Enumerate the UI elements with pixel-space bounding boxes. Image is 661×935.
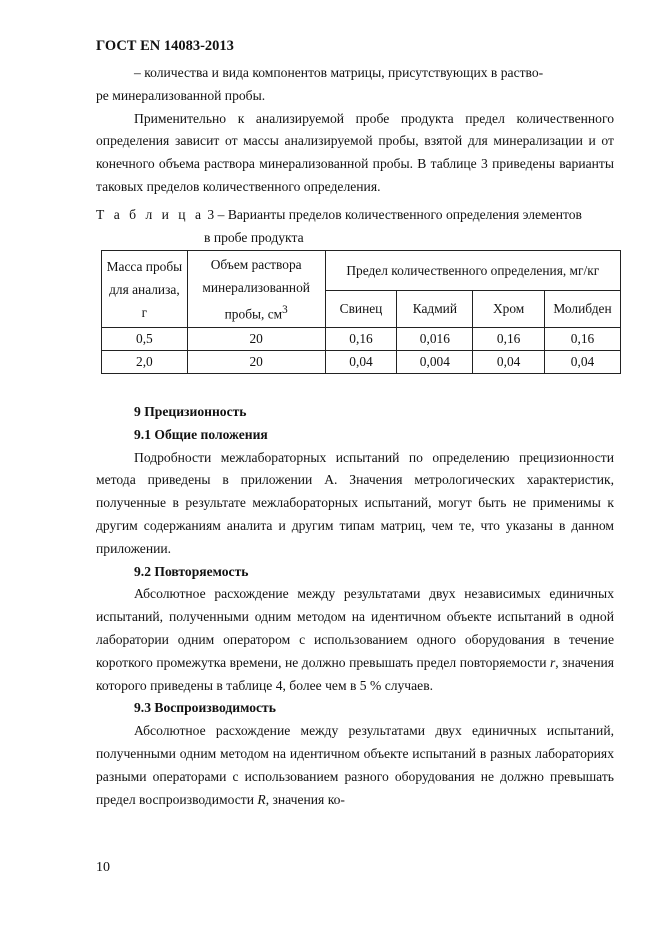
section-9-2-text [96,583,614,697]
intro-line1: – количества и вида компонентов матрицы, присутствующих в раство- [134,65,544,80]
section-9-3-text-a: Абсолютное расхождение между результатами двух единичных испытаний, полученными одним методом на идентичном объекте испытаний в разных лабораториях разными операторами с использованием разного оборудования не должно превышать предел воспроизводимости [96,723,614,807]
section-9-3-text-b: , значения ко- [265,791,345,807]
header-element-chrome: Хром [473,290,545,328]
cell-molybdenum: 0,04 [545,351,621,374]
section-9-2-text-a: Абсолютное расхождение между результатами двух независимых единичных испытаний, полученными одним методом на идентичном объекте испытаний в одной лаборатории одним оператором с использованием одного оборудования в течение короткого промежутка времени, не должно превышать предел повторяемости [96,586,614,670]
repeatability-symbol: r [549,654,556,670]
header-element-lead: Свинец [325,290,397,328]
intro-text [96,62,614,199]
section-9 [96,401,614,811]
section-9-2-text-b: , значения которого приведены в таблице 4, более чем в 5 % случаев. [96,654,614,693]
table-caption-text-1: – Варианты пределов количественного определения элементов [217,207,582,222]
document-header: ГОСТ EN 14083-2013 [96,38,234,54]
reproducibility-symbol: R [257,791,266,807]
header-element-molybdenum: Молибден [545,290,621,328]
cell-lead: 0,16 [325,328,397,351]
limits-table [101,250,621,374]
section-9-1-title: 9.1 Общие положения [134,426,268,442]
table-row [102,351,621,374]
table-caption [96,204,616,250]
header-volume-sup: 3 [282,304,288,316]
section-9-title: 9 Прецизионность [134,404,247,419]
header-volume-text: Объем раствора минерализованной пробы, см [202,257,310,322]
cell-volume: 20 [187,351,325,374]
section-9-3-title: 9.3 Воспроизводимость [134,700,276,716]
header-volume [187,251,325,328]
cell-chrome: 0,04 [473,351,545,374]
cell-mass: 2,0 [102,351,188,374]
header-limit: Предел количественного определения, мг/кг [325,251,620,291]
section-9-3-text [96,720,614,811]
intro-line2: ре минерализованной пробы. [96,87,266,103]
page-number: 10 [96,860,110,875]
cell-lead: 0,04 [325,351,397,374]
table-caption-label: Т а б л и ц а [96,207,205,222]
section-9-2-title: 9.2 Повторяемость [134,563,249,579]
cell-volume: 20 [187,328,325,351]
table-caption-text-2: в пробе продукта [204,229,304,245]
cell-cadmium: 0,004 [397,351,473,374]
cell-mass: 0,5 [102,328,188,351]
table-row [102,328,621,351]
cell-cadmium: 0,016 [397,328,473,351]
intro-paragraph-2: Применительно к анализируемой пробе продукта предел количественного определения зависит от массы анализируемой пробы, взятой для минерализации и от конечного объема раствора минерализованной пробы. В таблице 3 приведены варианты таковых пределов количественного определения. [96,110,614,194]
header-element-cadmium: Кадмий [397,290,473,328]
table-caption-number: 3 [207,207,215,222]
cell-molybdenum: 0,16 [545,328,621,351]
cell-chrome: 0,16 [473,328,545,351]
header-mass: Масса пробы для анализа, г [102,251,188,328]
section-9-1-text: Подробности межлабораторных испытаний по определению прецизионности метода приведены в приложении А. Значения метрологических характеристик, полученные в результате межлабораторных испытаний, могут быть не применимы к другим содержаниям аналита и другим типам матриц, чем те, что указаны в данном приложении. [96,449,614,556]
